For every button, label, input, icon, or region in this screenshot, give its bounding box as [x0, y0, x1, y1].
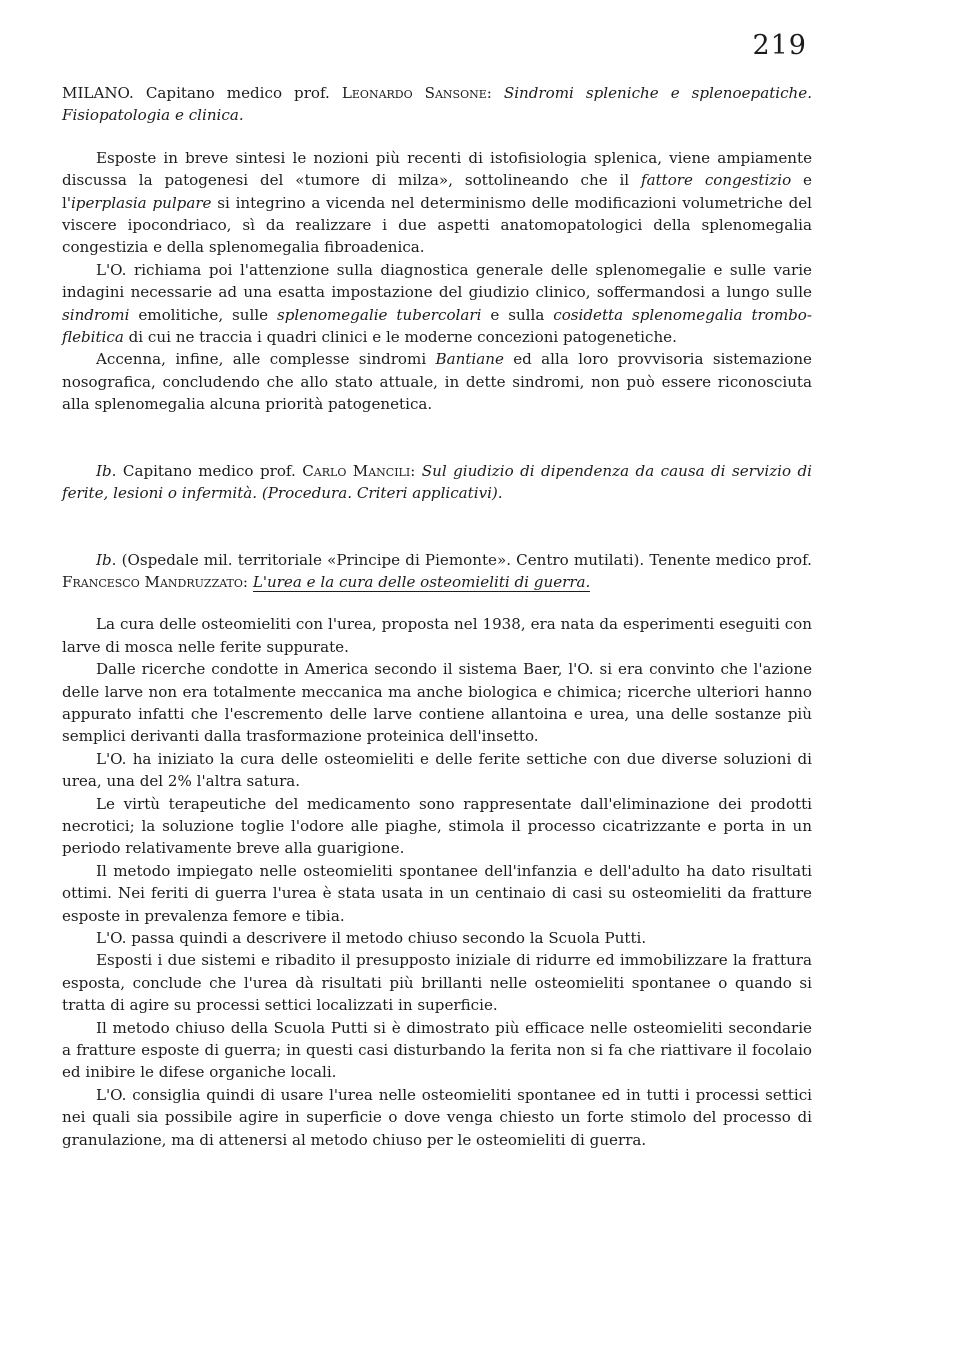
paragraph: Accenna, infine, alle complesse sindromi Bantiane ed alla loro provvisoria sistemazione nosografica, concludendo che allo stato attuale, in dette sindromi, non può essere riconosciuta alla splenomegalia alcuna priorità patogenetica. [62, 350, 812, 414]
entry-rank: Capitano medico prof. [122, 461, 296, 480]
entry-heading [62, 82, 812, 127]
paragraph: Il metodo impiegato nelle osteomieliti spontanee dell'infanzia e dell'adulto ha dato risultati ottimi. Nei feriti di guerra l'urea è stata usata in un centinaio di casi su osteomieliti da fratture esposte in prevalenza femore e tibia. [62, 861, 812, 925]
entry-place: Ib. [96, 550, 117, 569]
paragraph: L'O. passa quindi a descrivere il metodo chiuso secondo la Scuola Putti. [96, 929, 647, 947]
page-number: 219 [752, 30, 807, 61]
paragraph: L'O. consiglia quindi di usare l'urea nelle osteomieliti spontanee ed in tutti i processi settici nei quali sia possibile agire in superficie o dove venga chiesto un forte stimolo del processo di granulazione, ma di attenersi al metodo chiuso per le osteomieliti di guerra. [62, 1085, 812, 1149]
paragraph: L'O. richiama poi l'attenzione sulla diagnostica generale delle splenomegalie e sulle varie indagini necessarie ad una esatta impostazione del giudizio clinico, soffermandosi a lungo sulle sindromi emolitiche, sulle splenomegalie tubercolari e sulla cosidetta splenomegalia trombo-flebitica di cui ne traccia i quadri clinici e le moderne concezioni patogenetiche. [62, 260, 812, 347]
entry-mancili [62, 460, 812, 505]
document-body [62, 82, 812, 1151]
entry-author: Leonardo Sansone [341, 84, 487, 102]
entry-title: L'urea e la cura delle osteomieliti di guerra. [252, 572, 591, 591]
entry-place: Ib. [96, 461, 117, 480]
paragraph: L'O. ha iniziato la cura delle osteomieliti e delle ferite settiche con due diverse soluzioni di urea, una del 2% l'altra satura. [62, 749, 812, 791]
entry-mandruzzato [62, 549, 812, 1152]
paragraph: Esposti i due sistemi e ribadito il presupposto iniziale di ridurre ed immobilizzare la frattura esposta, conclude che l'urea dà risultati più brillanti nelle osteomieliti spontanee o quando si tratta di agire su processi settici localizzati in superficie. [62, 951, 812, 1015]
entry-title: Sul giudizio di dipendenza da causa di servizio di ferite, lesioni o infermità. (Procedura. Criteri applicativi). [62, 461, 812, 503]
paragraph: Dalle ricerche condotte in America secondo il sistema Baer, l'O. si era convinto che l'azione delle larve non era totalmente meccanica ma anche biologica e chimica; ricerche ulteriori hanno appurato infatti che l'escremento delle larve contiene allantoina e urea, una delle sostanze più semplici derivanti dalla trasformazione proteinica dell'insetto. [62, 660, 812, 746]
entry-title: Sindromi spleniche e splenoepatiche. Fisiopatologia e clinica. [62, 84, 812, 125]
entry-rank: Capitano medico prof. [145, 84, 330, 102]
paragraph: Esposte in breve sintesi le nozioni più recenti di istofisiologia splenica, viene ampiamente discussa la patogenesi del «tumore di milza», sottolineando che il fattore congestizio e l'iperplasia pulpare si integrino a vicenda nel determinismo delle modificazioni volumetriche del viscere ipocondriaco, sì da realizzare i due aspetti anatomopatologici della splenomegalia congestizia e della splenomegalia fibroadenica. [62, 148, 813, 257]
entry-rank: (Ospedale mil. territoriale «Principe di Piemonte». Centro mutilati). Tenente medico prof. [121, 550, 812, 569]
entry-separator: : [486, 84, 492, 102]
entry-author: Carlo Mancili [302, 461, 411, 480]
entry-sansone [62, 82, 812, 416]
paragraph: Il metodo chiuso della Scuola Putti si è dimostrato più efficace nelle osteomieliti secondarie a fratture esposte di guerra; in questi casi disturbando la ferita non si fa che riattivare il focolaio ed inibire le difese organiche locali. [62, 1018, 812, 1082]
entry-heading [62, 549, 812, 594]
entry-author: Francesco Mandruzzato [62, 572, 243, 591]
paragraph: Le virtù terapeutiche del medicamento sono rappresentate dall'eliminazione dei prodotti necrotici; la soluzione toglie l'odore alle piaghe, stimola il processo cicatrizzante e porta in un periodo relativamente breve alla guarigione. [62, 794, 812, 858]
paragraph: La cura delle osteomieliti con l'urea, proposta nel 1938, era nata da esperimenti eseguiti con larve di mosca nelle ferite suppurate. [62, 615, 812, 656]
entry-separator: : [410, 461, 416, 480]
entry-place: MILANO. [62, 84, 134, 102]
entry-heading [62, 460, 812, 505]
entry-separator: : [242, 572, 249, 591]
